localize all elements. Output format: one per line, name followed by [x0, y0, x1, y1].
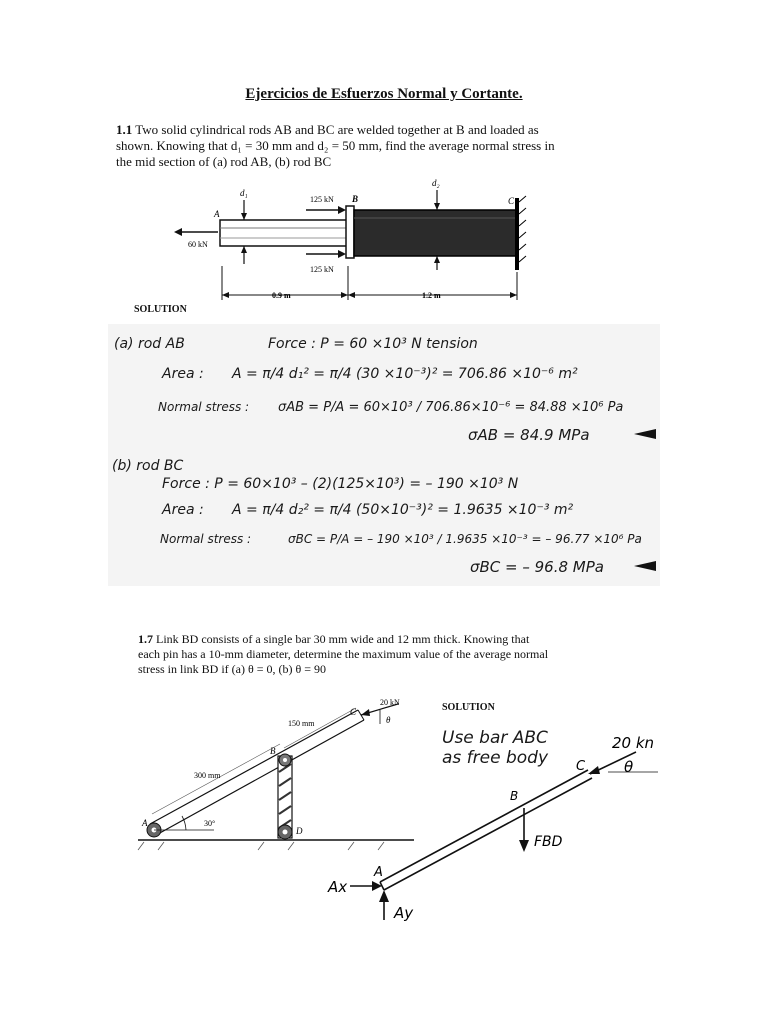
figure-rods-ab-bc [160, 172, 540, 304]
fbd-label-ay: Ay [394, 904, 414, 922]
problem-line: Two solid cylindrical rods AB and BC are welded together at B and loaded as [135, 122, 539, 137]
part-a-stress: σAB = P/A = 60×10³ / 706.86×10⁻⁶ = 84.88 ×10⁶ Pa [278, 400, 624, 415]
result-arrow-icon [634, 428, 658, 440]
label-load-left: 60 kN [188, 240, 208, 249]
label-load: 20 kN [380, 698, 400, 707]
problem-1-7-statement [138, 632, 608, 677]
label-angle: 30° [204, 819, 216, 828]
problem-line: the mid section of (a) rod AB, (b) rod BC [116, 154, 332, 169]
part-b-area: A = π/4 d₂² = π/4 (50×10⁻³)² = 1.9635 ×10⁻³ m² [232, 502, 574, 518]
fbd-label-ax: Ax [328, 878, 348, 896]
problem-line: stress in link BD if (a) θ = 0, (b) θ = 90 [138, 662, 327, 676]
rod-ab [220, 220, 348, 246]
label-length-bc: 150 mm [288, 719, 315, 728]
problem-number: 1.7 [138, 632, 153, 646]
page-title: Ejercicios de Esfuerzos Normal y Cortante. [245, 86, 523, 102]
label-d2: d₂ [432, 178, 440, 188]
label-d1: d₁ [240, 188, 248, 198]
label-c: C [508, 196, 515, 206]
problem-line: each pin has a 10-mm diameter, determine the maximum value of the average normal [138, 647, 549, 661]
label-c: C [350, 707, 357, 717]
part-b-stress-label: Normal stress : [160, 532, 252, 546]
label-length-ab: 300 mm [194, 771, 221, 780]
result-arrow-icon [634, 560, 658, 572]
part-a-force: Force : P = 60 ×10³ N tension [268, 336, 478, 352]
part-a-area: A = π/4 d₁² = π/4 (30 ×10⁻³)² = 706.86 ×10⁻⁶ m² [232, 366, 578, 382]
fbd-bar-abc [380, 770, 588, 882]
part-a-area-label: Area : [162, 366, 204, 382]
label-length-bc: 1.2 m [422, 291, 441, 300]
free-body-diagram [320, 726, 670, 926]
label-d: D [296, 826, 303, 836]
label-b: B [270, 746, 276, 756]
solution-label: SOLUTION [442, 702, 495, 713]
problem-line: Link BD consists of a single bar 30 mm wide and 12 mm thick. Knowing that [156, 632, 530, 646]
rod-bc [354, 210, 516, 256]
label-length-ab: 0.9 m [272, 291, 291, 300]
label-a: A [142, 818, 148, 828]
label-b: B [352, 194, 359, 204]
part-b-stress: σBC = P/A = – 190 ×10³ / 1.9635 ×10⁻³ = – 96.77 ×10⁶ Pa [288, 532, 642, 546]
solution-1-1 [108, 324, 660, 586]
part-a-stress-label: Normal stress : [158, 400, 250, 414]
label-theta: θ [386, 715, 391, 725]
label-a: A [214, 209, 220, 219]
label-load-top: 125 kN [310, 195, 334, 204]
solution-label: SOLUTION [134, 304, 187, 315]
fbd-load-label: 20 kn [612, 734, 655, 752]
fbd-label-fbd: FBD [534, 834, 563, 850]
fbd-note-line: as free body [442, 748, 549, 768]
problem-1-1-statement [116, 122, 586, 170]
part-b-heading: (b) rod BC [112, 458, 184, 474]
weld-plate-b [346, 206, 354, 258]
part-a-heading: (a) rod AB [114, 336, 185, 352]
fbd-label-b: B [510, 789, 519, 803]
part-b-force: Force : P = 60×10³ – (2)(125×10³) = – 190 ×10³ N [162, 476, 519, 492]
fbd-theta-label: θ [624, 758, 634, 776]
part-b-result: σBC = – 96.8 MPa [470, 558, 604, 576]
problem-number: 1.1 [116, 122, 133, 137]
fbd-label-a: A [374, 865, 383, 880]
part-a-result: σAB = 84.9 MPa [468, 426, 590, 444]
fbd-note-line: Use bar ABC [442, 728, 548, 748]
part-b-area-label: Area : [162, 502, 204, 518]
fbd-label-c: C [576, 759, 586, 774]
label-load-bottom: 125 kN [310, 265, 334, 274]
problem-line: shown. Knowing that d₁ = 30 mm and d₂ = 50 mm, find the average normal stress in [116, 138, 555, 153]
